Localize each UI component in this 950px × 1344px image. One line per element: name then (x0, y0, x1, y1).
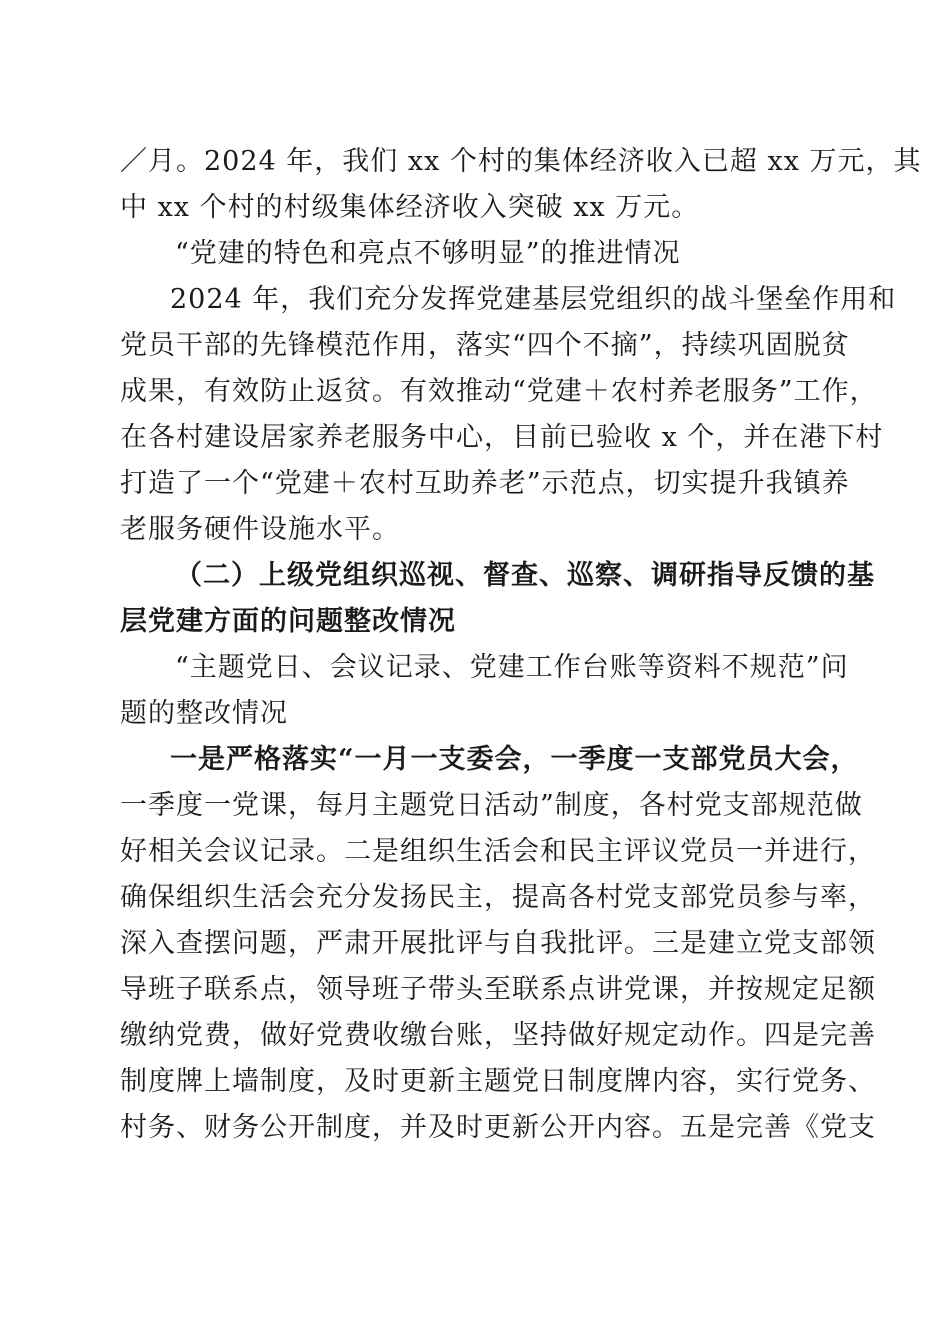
paragraph-line: 导班子联系点，领导班子带头至联系点讲党课，并按规定足额 (120, 974, 876, 1005)
paragraph-line: 缴纳党费，做好党费收缴台账，坚持做好规定动作。四是完善 (120, 1020, 876, 1051)
paragraph-line: 打造了一个“党建＋农村互助养老”示范点，切实提升我镇养 (120, 468, 850, 499)
paragraph-line: 一季度一党课，每月主题党日活动”制度，各村党支部规范做 (120, 790, 863, 821)
paragraph-line: 成果，有效防止返贫。有效推动“党建＋农村养老服务”工作， (120, 376, 878, 407)
paragraph-line: 村务、财务公开制度，并及时更新公开内容。五是完善《党支 (120, 1112, 876, 1143)
section-heading: 层党建方面的问题整改情况 (120, 606, 456, 637)
paragraph-line: 党员干部的先锋模范作用，落实“四个不摘”，持续巩固脱贫 (120, 330, 850, 361)
paragraph-line: 一是严格落实“一月一支委会，一季度一支部党员大会， (170, 744, 859, 775)
paragraph-line: 在各村建设居家养老服务中心，目前已验收 x 个，并在港下村 (120, 422, 884, 453)
paragraph-line: 中 xx 个村的村级集体经济收入突破 xx 万元。 (120, 192, 700, 223)
subheading: “党建的特色和亮点不够明显”的推进情况 (175, 238, 681, 269)
paragraph-line: 2024 年，我们充分发挥党建基层党组织的战斗堡垒作用和 (170, 284, 897, 315)
paragraph-line: 老服务硬件设施水平。 (120, 514, 400, 545)
paragraph-line: 好相关会议记录。二是组织生活会和民主评议党员一并进行， (120, 836, 876, 867)
paragraph-line: 制度牌上墙制度，及时更新主题党日制度牌内容，实行党务、 (120, 1066, 876, 1097)
paragraph-line: 确保组织生活会充分发扬民主，提高各村党支部党员参与率， (120, 882, 876, 913)
paragraph-line: 深入查摆问题，严肃开展批评与自我批评。三是建立党支部领 (120, 928, 876, 959)
section-heading: （二）上级党组织巡视、督查、巡察、调研指导反馈的基 (175, 560, 875, 591)
paragraph-line: ／月。2024 年，我们 xx 个村的集体经济收入已超 xx 万元，其 (120, 146, 922, 177)
subheading: 题的整改情况 (120, 698, 288, 729)
subheading: “主题党日、会议记录、党建工作台账等资料不规范”问 (175, 652, 849, 683)
